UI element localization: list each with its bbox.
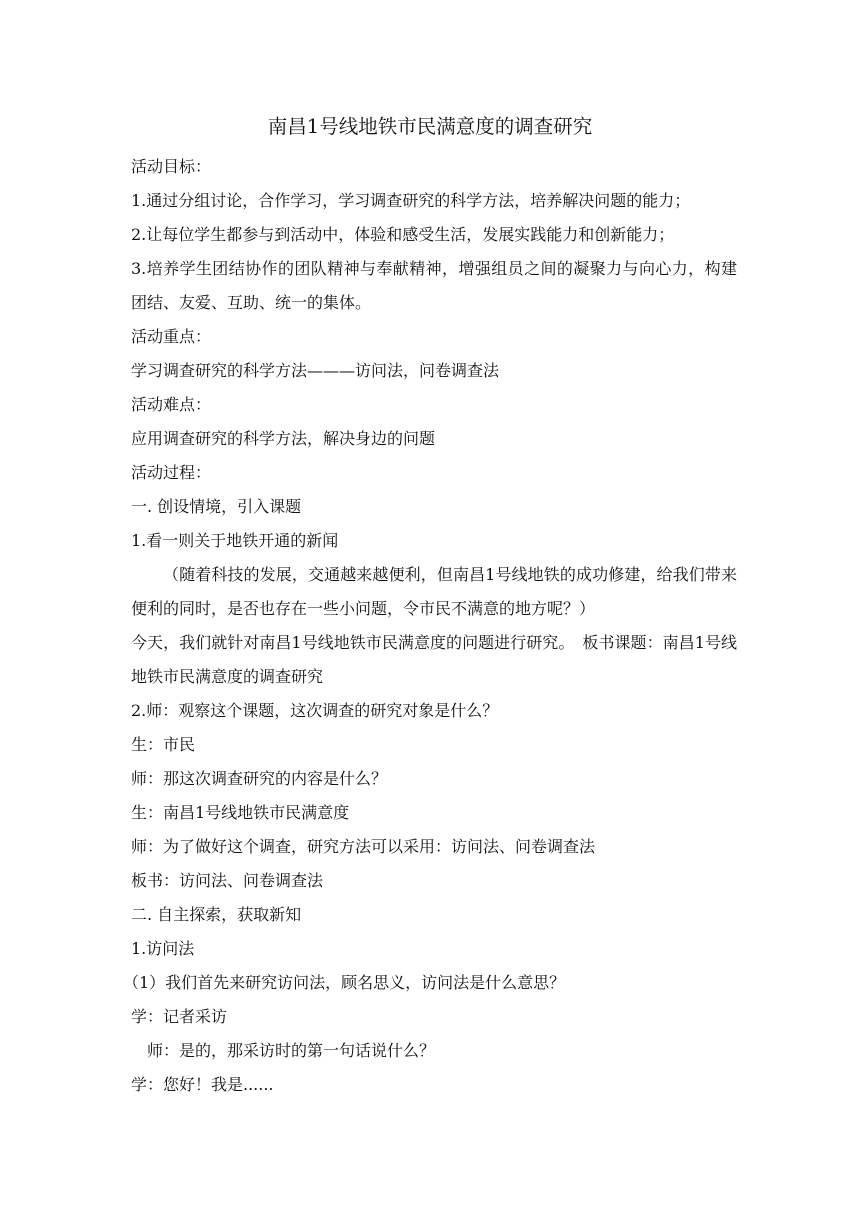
process-item-news: 1.看一则关于地铁开通的新闻 (131, 531, 339, 550)
goal-item-2: 2.让每位学生都参与到活动中，体验和感受生活，发展实践能力和创新能力； (131, 225, 675, 244)
document-title: 南昌1号线地铁市民满意度的调查研究 (267, 115, 593, 138)
board-note: 板书：访问法、问卷调查法 (131, 871, 324, 890)
goal-item-3: 3.培养学生团结协作的团队精神与奉献精神，增强组员之间的凝聚力与向心力，构建团结、友爱、互助、统一的集体。 (131, 259, 737, 312)
dialogue-line: 师：那这次调查研究的内容是什么？ (131, 769, 388, 788)
section-heading-process: 活动过程： (131, 463, 212, 482)
dialogue-line: 学：您好！我是...... (131, 1075, 274, 1094)
focus-text: 学习调查研究的科学方法———访问法，问卷调查法 (131, 361, 500, 380)
process-step-1-heading: 一. 创设情境，引入课题 (131, 497, 302, 516)
process-step-2-heading: 二. 自主探索，获取新知 (131, 905, 302, 924)
difficulty-text: 应用调查研究的科学方法，解决身边的问题 (131, 429, 436, 448)
dialogue-line: 学：记者采访 (131, 1007, 228, 1026)
section-heading-focus: 活动重点： (131, 327, 212, 346)
method-heading-interview: 1.访问法 (131, 939, 195, 958)
goal-item-1: 1.通过分组讨论，合作学习，学习调查研究的科学方法，培养解决问题的能力； (131, 191, 691, 210)
dialogue-line: 师：是的，那采访时的第一句话说什么？ (147, 1041, 436, 1060)
dialogue-line: 生：南昌1号线地铁市民满意度 (131, 803, 350, 822)
section-heading-difficulty: 活动难点： (131, 395, 212, 414)
dialogue-line: （1）我们首先来研究访问法，顾名思义，访问法是什么意思？ (123, 973, 566, 992)
news-paragraph: （随着科技的发展，交通越来越便利，但南昌1号线地铁的成功修建，给我们带来便利的同时，是否也存在一些小问题，令市民不满意的地方呢？） (131, 565, 737, 618)
topic-intro-paragraph: 今天，我们就针对南昌1号线地铁市民满意度的问题进行研究。 板书课题：南昌1号线地铁市民满意度的调查研究 (131, 633, 737, 686)
document-body (123, 150, 737, 1102)
dialogue-line: 2.师：观察这个课题，这次调查的研究对象是什么？ (131, 701, 499, 720)
dialogue-line: 师：为了做好这个调查，研究方法可以采用：访问法、问卷调查法 (131, 837, 596, 856)
section-heading-goals: 活动目标： (131, 157, 212, 176)
dialogue-line: 生：市民 (131, 735, 196, 754)
